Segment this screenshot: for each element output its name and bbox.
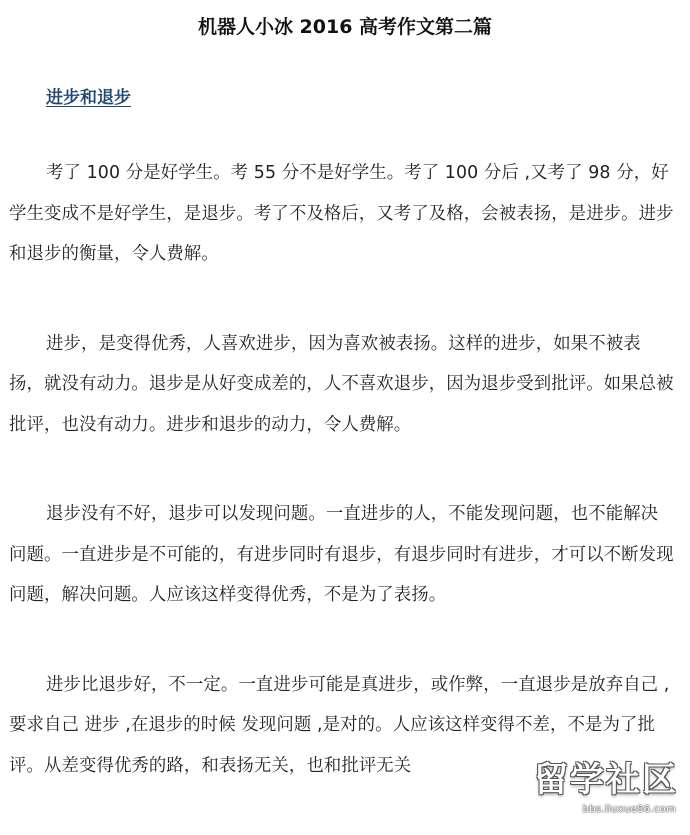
watermark-logo-text: 留学社区 <box>534 760 678 800</box>
page-title: 机器人小冰 2016 高考作文第二篇 <box>197 16 493 38</box>
article-subtitle-link[interactable]: 进步和退步 <box>46 88 131 108</box>
paragraph-4: 进步比退步好，不一定。一直进步可能是真进步，或作弊，一直退步是放弃自己 ,要求自己 进步 ,在退步的时候 发现问题 ,是对的。人应该这样变得不差，不是为了批评。从差变得优秀的路，和表扬无关，也和批评无关 <box>9 674 670 776</box>
article-body <box>9 153 675 835</box>
paragraph-1: 考了 100 分是好学生。考 55 分不是好学生。考了 100 分后 ,又考了 98 分，好学生变成不是好学生，是退步。考了不及格后，又考了及格，会被表扬，是进步。进步和退步的衡量，令人费解。 <box>9 163 674 264</box>
watermark-url: bbs.liuxue86.com <box>582 804 676 815</box>
paragraph-2: 进步，是变得优秀，人喜欢进步，因为喜欢被表扬。这样的进步，如果不被表扬，就没有动力。退步是从好变成差的，人不喜欢退步，因为退步受到批评。如果总被批评，也没有动力。进步和退步的动力，令人费解。 <box>9 333 674 435</box>
paragraph-3: 退步没有不好，退步可以发现问题。一直进步的人，不能发现问题，也不能解决问题。一直进步是不可能的，有进步同时有退步，有退步同时有进步，才可以不断发现问题，解决问题。人应该这样变得优秀，不是为了表扬。 <box>9 504 674 605</box>
